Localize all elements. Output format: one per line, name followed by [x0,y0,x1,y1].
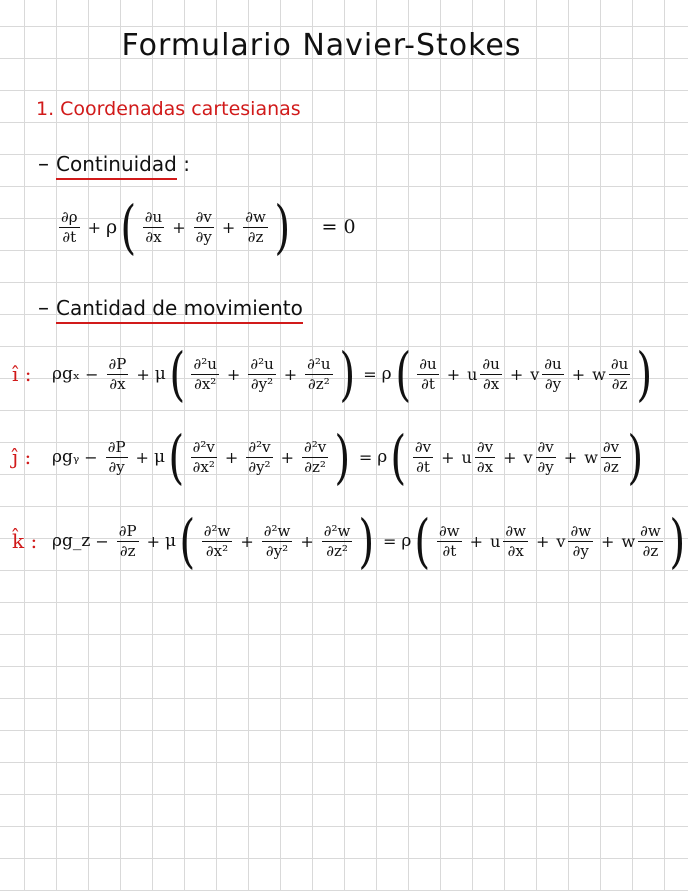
fraction: $\frac{\partial P}{\partial x}$ [108,354,127,393]
continuity-equation: $\frac{\partial\rho}{\partial t}$ + ρ ( $\frac{\partial u}{\partial x}$ + $\frac{\partial v}{\partial y}$ + $\frac{\partial w}{\partial z}$ ) = 0 [61,193,356,261]
fraction: $\frac{\text{∂²w}}{\text{∂z²}}$ [323,521,351,560]
momentum-equation: k̂ : ρg_z − $\frac{\partial P}{\partial z}$ + μ ( $\frac{\text{∂²w}}{\text{∂x²}}$ + $\frac{\text{∂²w}}{\text{∂y²}}$ + $\frac{\text{∂²w}}{\text{∂z²}}$ ) = ρ ( $\frac{\partial w}{\partial t}$ + u $\frac{\partial w}{\partial x}$ + v $\frac{\partial w}{\partial y}$ + w $\frac{\partial w}{\partial z}$ ) [12,507,686,575]
fraction: $\frac{\partial u}{\partial y}$ [544,354,562,393]
fraction: $\frac{\text{∂²u}}{\text{∂x²}}$ [193,354,217,393]
fraction: $\frac{\partial w}{\partial z}$ [245,207,266,246]
fraction: $\frac{\partial w}{\partial x}$ [505,521,526,560]
fraction: $\frac{\partial w}{\partial z}$ [640,521,661,560]
fraction: $\frac{\text{∂²v}}{\text{∂y²}}$ [248,437,271,476]
fraction: $\frac{\partial v}{\partial y}$ [537,437,554,476]
fraction: $\frac{\text{∂²v}}{\text{∂x²}}$ [192,437,215,476]
axis-unit-vector: î : [12,362,32,386]
fraction: $\frac{\partial P}{\partial y}$ [107,437,126,476]
continuity-heading: – Continuidad : [38,152,190,177]
fraction: $\frac{\text{∂²w}}{\text{∂x²}}$ [203,521,231,560]
momentum-equation: î : ρgₓ − $\frac{\partial P}{\partial x}$ + μ ( $\frac{\text{∂²u}}{\text{∂x²}}$ + $\frac{\text{∂²u}}{\text{∂y²}}$ + $\frac{\text{∂²u}}{\text{∂z²}}$ ) = ρ ( $\frac{\partial u}{\partial t}$ + u $\frac{\partial u}{\partial x}$ + v $\frac{\partial u}{\partial y}$ + w $\frac{\partial u}{\partial z}$ ) [12,340,653,408]
fraction: $\frac{\partial w}{\partial t}$ [439,521,460,560]
fraction: $\frac{\partial v}{\partial z}$ [602,437,620,476]
continuity-label: Continuidad [56,152,177,180]
page-title: Formulario Navier-Stokes [121,28,522,63]
fraction: $\frac{\partial w}{\partial y}$ [570,521,592,560]
fraction: $\frac{\text{∂²u}}{\text{∂z²}}$ [307,354,331,393]
momentum-label: Cantidad de movimiento [56,296,303,324]
fraction: $\frac{\partial u}{\partial x}$ [144,207,163,246]
fraction: $\frac{\partial v}{\partial x}$ [476,437,494,476]
fraction: $\frac{\text{∂²v}}{\text{∂z²}}$ [303,437,327,476]
fraction: $\frac{\partial P}{\partial z}$ [118,521,137,560]
fraction: $\frac{\text{∂²u}}{\text{∂y²}}$ [250,354,274,393]
section-heading: 1. Coordenadas cartesianas [36,98,301,120]
fraction: $\frac{\partial u}{\partial t}$ [419,354,437,393]
momentum-equation: ĵ : ρgᵧ − $\frac{\partial P}{\partial y}$ + μ ( $\frac{\text{∂²v}}{\text{∂x²}}$ + $\frac{\text{∂²v}}{\text{∂y²}}$ + $\frac{\text{∂²v}}{\text{∂z²}}$ ) = ρ ( $\frac{\partial v}{\partial t}$ + u $\frac{\partial v}{\partial x}$ + v $\frac{\partial v}{\partial y}$ + w $\frac{\partial v}{\partial z}$ ) [12,423,644,491]
fraction: $\frac{\partial v}{\partial t}$ [414,437,432,476]
fraction: $\frac{\partial u}{\partial x}$ [482,354,500,393]
axis-unit-vector: k̂ : [12,529,38,553]
fraction: $\frac{\partial\rho}{\partial t}$ [61,207,78,246]
fraction: $\frac{\partial v}{\partial y}$ [195,207,212,246]
axis-unit-vector: ĵ : [12,445,32,469]
fraction: $\frac{\text{∂²w}}{\text{∂y²}}$ [263,521,291,560]
fraction: $\frac{\partial u}{\partial z}$ [610,354,629,393]
momentum-heading: – Cantidad de movimiento [38,296,303,321]
